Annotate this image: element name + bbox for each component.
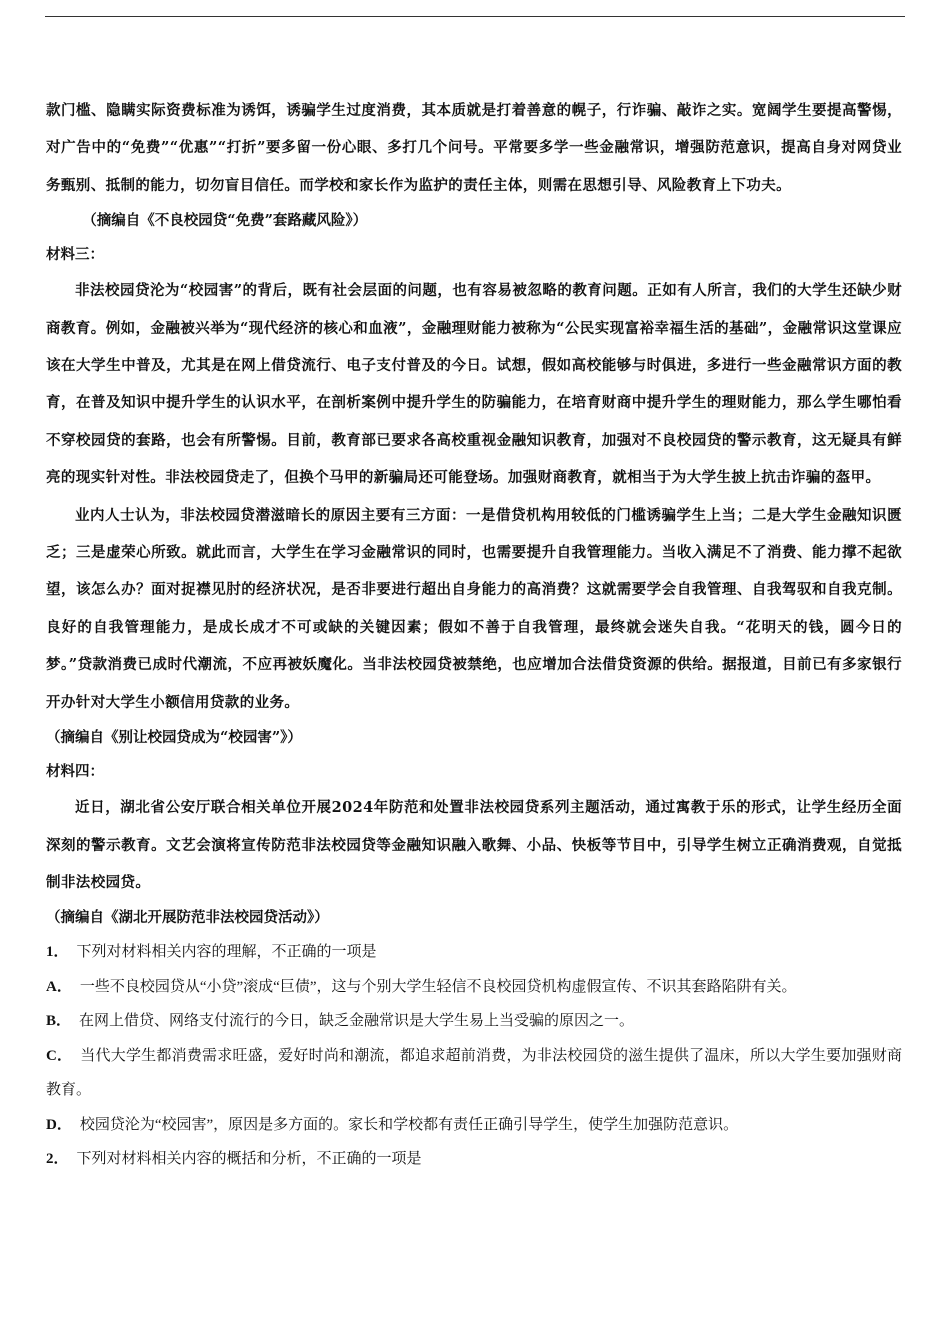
material-three-label: 材料三： bbox=[46, 246, 104, 264]
option-letter: B． bbox=[46, 1013, 72, 1030]
material-two-continued-paragraph: 款门槛、隐瞒实际资费标准为诱饵，诱骗学生过度消费，其本质就是打着善意的幌子，行诈骗、敲诈之实。宽阔学生要提高警惕，对广告中的“免费”“优惠”“打折”要多留一份心眼、多打几个问号。平常要多学一些金融常识，增强防范意识，提高自身对网贷业务甄别、抵制的能力，切勿盲目信任。而学校和家长作为监护的责任主体，则需在思想引导、风险教育上下功夫。 bbox=[46, 102, 902, 194]
question-1-option-d bbox=[46, 1108, 902, 1143]
header-rule bbox=[45, 16, 905, 17]
option-letter: D． bbox=[46, 1116, 72, 1133]
question-1-option-b bbox=[46, 1004, 902, 1039]
material-four-label: 材料四： bbox=[46, 763, 104, 781]
source-citation-material-two: （摘编自《不良校园贷“免费”套路藏风险》） bbox=[82, 212, 368, 230]
option-text: 在网上借贷、网络支付流行的今日，缺乏金融常识是大学生易上当受骗的原因之一。 bbox=[79, 1013, 635, 1030]
material-four-paragraph: 近日，湖北省公安厅联合相关单位开展2024年防范和处置非法校园贷系列主题活动，通过寓教于乐的形式，让学生经历全面深刻的警示教育。文艺会演将宣传防范非法校园贷等金融知识融入歌舞、小品、快板等节目中，引导学生树立正确消费观，自觉抵制非法校园贷。 bbox=[46, 799, 902, 891]
option-letter: A． bbox=[46, 978, 72, 995]
source-citation-material-four: （摘编自《湖北开展防范非法校园贷活动》） bbox=[46, 909, 329, 927]
source-citation-material-three: （摘编自《别让校园贷成为“校园害”》） bbox=[46, 729, 302, 747]
document-body bbox=[46, 92, 902, 1177]
option-text: 一些不良校园贷从“小贷”滚成“巨债”，这与个别大学生轻信不良校园贷机构虚假宣传、不识其套路陷阱有关。 bbox=[79, 978, 797, 995]
option-letter: C． bbox=[46, 1047, 73, 1064]
question-1-option-c bbox=[46, 1039, 902, 1108]
option-text: 校园贷沦为“校园害”，原因是多方面的。家长和学校都有责任正确引导学生，使学生加强防范意识。 bbox=[79, 1116, 739, 1133]
question-1 bbox=[46, 935, 902, 970]
question-stem: 下列对材料相关内容的理解，不正确的一项是 bbox=[76, 944, 377, 961]
material-three-paragraph-1: 非法校园贷沦为“校园害”的背后，既有社会层面的问题，也有容易被忽略的教育问题。正如有人所言，我们的大学生还缺少财商教育。例如，金融被兴举为“现代经济的核心和血液”，金融理财能力被称为“公民实现富裕幸福生活的基础”，金融常识这堂课应该在大学生中普及，尤其是在网上借贷流行、电子支付普及的今日。试想，假如高校能够与时俱进，多进行一些金融常识方面的教育，在普及知识中提升学生的认识水平，在剖析案例中提升学生的防骗能力，在培育财商中提升学生的理财能力，那么学生哪怕看不穿校园贷的套路，也会有所警惕。目前，教育部已要求各高校重视金融知识教育，加强对不良校园贷的警示教育，这无疑具有鲜亮的现实针对性。非法校园贷走了，但换个马甲的新骗局还可能登场。加强财商教育，就相当于为大学生披上抗击诈骗的盔甲。 bbox=[46, 282, 902, 487]
option-text: 当代大学生都消费需求旺盛，爱好时尚和潮流，都追求超前消费，为非法校园贷的滋生提供了温床，所以大学生要加强财商教育。 bbox=[46, 1047, 902, 1099]
question-1-option-a bbox=[46, 970, 902, 1005]
material-three-paragraph-2: 业内人士认为，非法校园贷潜滋暗长的原因主要有三方面：一是借贷机构用较低的门槛诱骗学生上当；二是大学生金融知识匮乏；三是虚荣心所致。就此而言，大学生在学习金融常识的同时，也需要提升自我管理能力。当收入满足不了消费、能力撑不起欲望，该怎么办？面对捉襟见肘的经济状况，是否非要进行超出自身能力的高消费？这就需要学会自我管理、自我驾驭和自我克制。良好的自我管理能力，是成长成才不可或缺的关键因素；假如不善于自我管理，最终就会迷失自我。“花明天的钱，圆今日的梦。”贷款消费已成时代潮流，不应再被妖魔化。当非法校园贷被禁绝，也应增加合法借贷资源的供给。据报道，目前已有多家银行开办针对大学生小额信用贷款的业务。 bbox=[46, 506, 902, 711]
question-2 bbox=[46, 1142, 902, 1177]
question-number: 1． bbox=[46, 944, 69, 961]
question-stem: 下列对材料相关内容的概括和分析，不正确的一项是 bbox=[76, 1151, 422, 1168]
question-number: 2． bbox=[46, 1151, 69, 1168]
